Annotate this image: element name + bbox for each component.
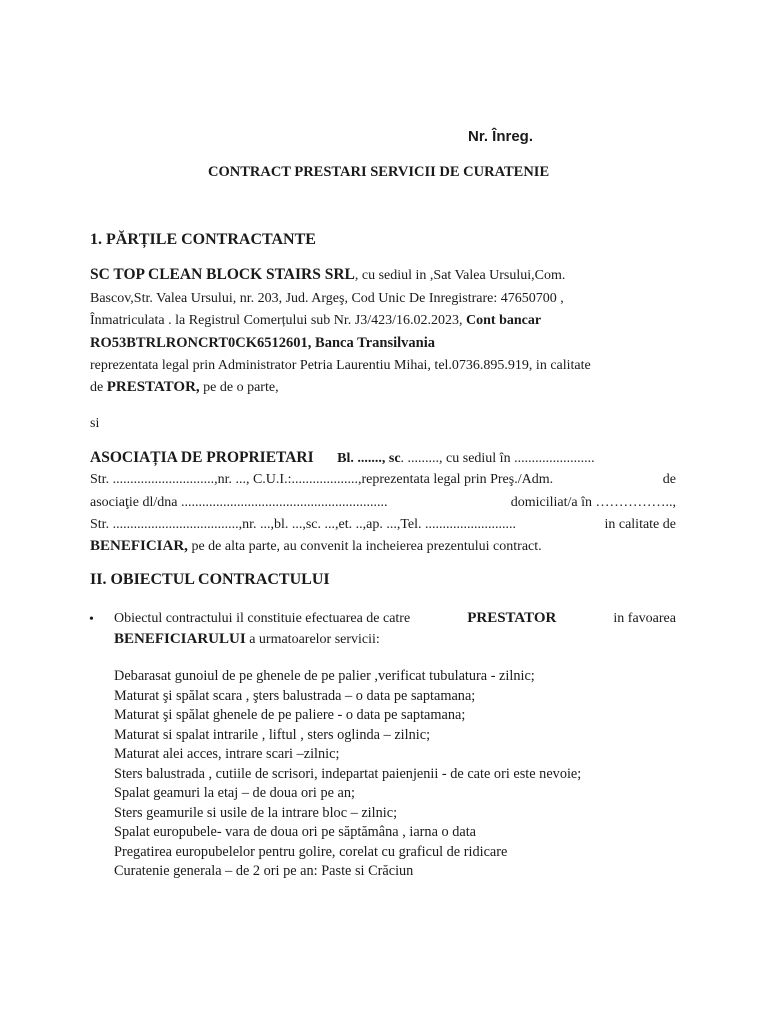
role-prefix: de [90,380,104,395]
beneficiar-capacity: in calitate de [604,517,676,532]
service-item: Maturat şi spălat ghenele de pe paliere - o data pe saptamana; [114,707,466,723]
object-prestator: PRESTATOR [467,610,557,626]
prestator-role: PRESTATOR, [106,379,200,395]
beneficiar-line-4 [90,517,676,533]
service-item: Maturat si spalat intrarile , liftul , sters oglinda – zilnic; [114,726,431,743]
prestator-line-3 [90,313,541,329]
object-intro-text: Obiectul contractului il constituie efectuarea de catre [114,611,411,626]
beneficiar-role-suffix: pe de alta parte, au convenit la incheierea prezentului contract. [191,539,542,554]
prestator-company-name: SC TOP CLEAN BLOCK STAIRS SRL [90,266,355,283]
beneficiar-de: de [662,472,676,487]
service-item: Debarasat gunoiul de pe ghenele de pe palier ,verificat tubulatura - zilnic; [114,668,535,684]
conjunction-si: si [90,416,100,431]
bullet-icon: • [89,612,94,627]
service-item: Sters geamurile si usile de la intrare bloc – zilnic; [114,804,398,821]
services-list [114,667,581,882]
object-intro-line-1 [114,610,676,627]
prestator-representative: reprezentata legal prin Administrator Petria Laurentiu Mihai, tel.0736.895.919, in calitate [90,358,591,373]
section-heading-object: II. OBIECTUL CONTRACTULUI [90,571,330,588]
section-heading-parties: 1. PĂRȚILE CONTRACTANTE [90,231,316,248]
prestator-role-line [90,379,279,396]
beneficiar-domicile: domiciliat/a în …………….., [510,495,676,510]
bank-account-value: RO53BTRLRONCRT0CK6512601, Banca Transilvania [90,335,435,351]
object-in-favour: in favoarea [613,611,676,626]
beneficiar-role-line [90,538,542,555]
object-beneficiary: BENEFICIARULUI [114,631,246,647]
service-item: Maturat alei acces, intrare scari –zilnic; [114,746,340,762]
service-item: Spalat geamuri la etaj – de doua ori pe an; [114,785,355,801]
beneficiar-president-name: asociaţie dl/dna ........................................................... [90,495,388,510]
beneficiar-line-3 [90,495,676,511]
beneficiar-address-details: Str. ....................................,nr. ...,bl. ...,sc. ...,et. ..,ap. ...,Tel. .......................... [90,517,517,532]
prestator-registry-text: Înmatriculata . la Registrul Comerțului sub Nr. J3/423/16.02.2023, [90,313,463,328]
block-label: Bl. ......., sc [337,451,401,466]
prestator-address-part: , cu sediul in ,Sat Valea Ursului,Com. [354,268,566,283]
role-suffix: pe de o parte, [203,380,279,395]
service-item: Sters balustrada , cutiile de scrisori, indepartat paienjenii - de cate ori este nevoie; [114,765,582,782]
beneficiar-street-cui: Str. .............................,nr. ..., C.U.I.:...................,reprezentata legal prin Preş./Adm. [90,472,554,487]
beneficiar-role: BENEFICIAR, [90,538,188,554]
service-item: Maturat şi spălat scara , şters balustrada – o data pe saptamana; [114,687,476,704]
prestator-line-1 [90,266,565,284]
association-name: ASOCIAȚIA DE PROPRIETARI [90,449,314,466]
prestator-line-2: Bascov,Str. Valea Ursului, nr. 203, Jud. Argeş, Cod Unic De Inregistrare: 47650700 , [90,291,564,306]
object-services-intro: a urmatoarelor servicii: [245,632,380,647]
service-item: Spalat europubele- vara de doua ori pe săptămâna , iarna o data [114,824,477,840]
contract-title: CONTRACT PRESTARI SERVICII DE CURATENIE [208,164,550,180]
association-address-part: . ........., cu sediul în ....................... [400,451,595,466]
registration-number-label: Nr. Înreg. [468,128,534,145]
bank-account-label: Cont bancar [466,313,542,328]
object-intro-line-2 [114,631,380,648]
beneficiar-line-1 [90,449,595,467]
beneficiar-line-2 [90,472,676,488]
service-item: Curatenie generala – de 2 ori pe an: Paste si Crăciun [114,863,414,879]
service-item: Pregatirea europubelelor pentru golire, corelat cu graficul de ridicare [114,843,508,860]
